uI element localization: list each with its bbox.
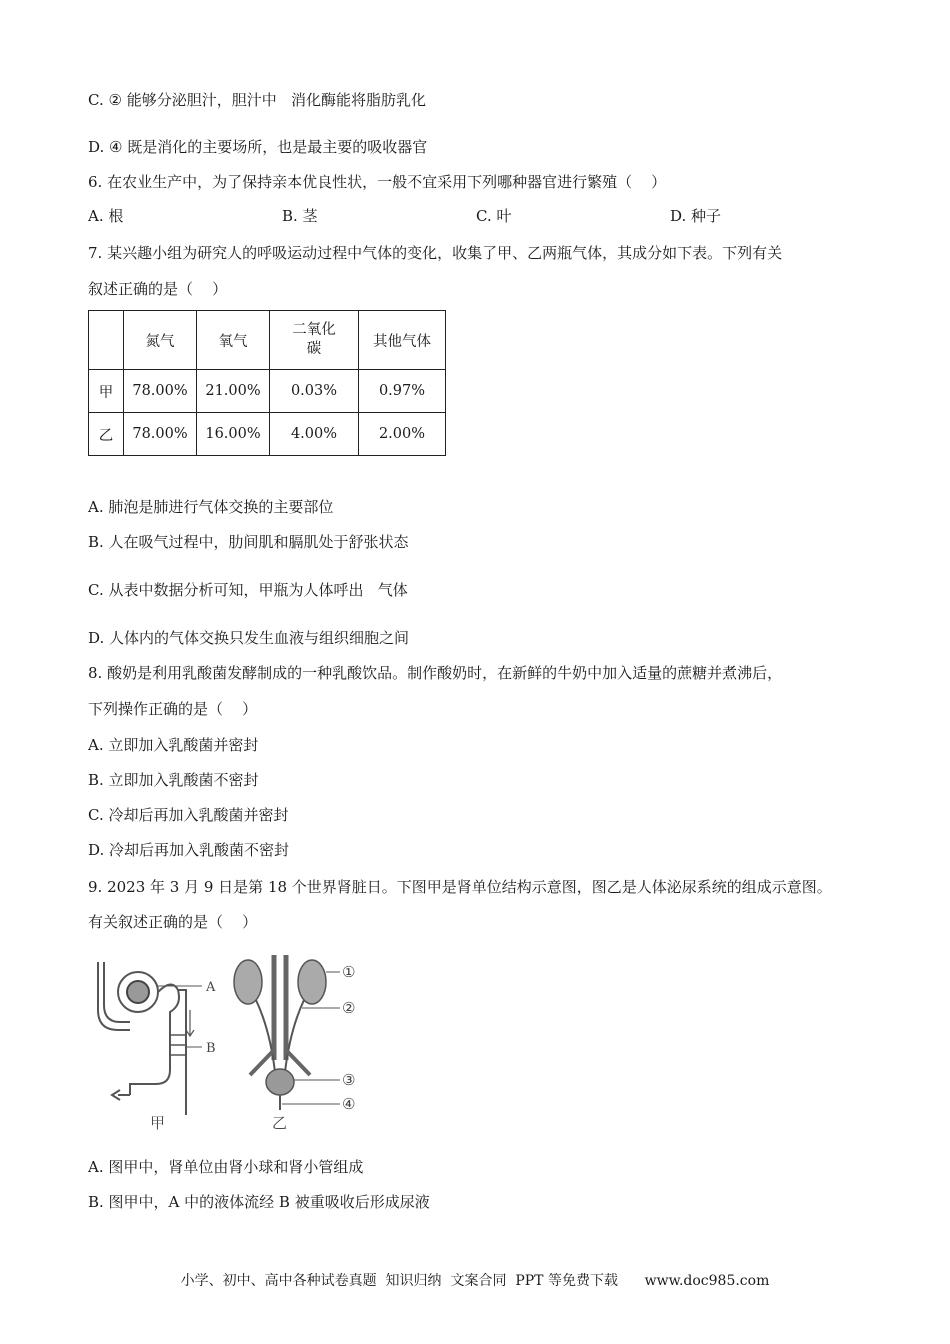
label-a: A	[206, 980, 216, 995]
q9-stem-line1: 9. 2023 年 3 月 9 日是第 18 个世界肾脏日。下图甲是肾单位结构示意图，图乙是人体泌尿系统的组成示意图。	[88, 878, 832, 896]
table-header-co2-text: 二氧化碳	[292, 322, 336, 357]
glomerulus	[127, 981, 149, 1003]
table-cell: 16.00%	[197, 413, 270, 456]
right-kidney	[298, 960, 326, 1004]
marker-4: ④	[342, 1095, 356, 1113]
bladder	[266, 1069, 294, 1095]
q7-stem-line2: 叙述正确的是（ ）	[88, 280, 228, 298]
table-cell: 4.00%	[270, 413, 359, 456]
q7-option-b: B. 人在吸气过程中，肋间肌和膈肌处于舒张状态	[88, 533, 409, 551]
aorta-vena-cava	[274, 955, 286, 1060]
q6-option-a: A. 根	[88, 207, 124, 225]
q7-option-a: A. 肺泡是肺进行气体交换的主要部位	[88, 498, 334, 516]
afferent-vessel	[98, 962, 130, 1030]
q6-option-d: D. 种子	[670, 207, 722, 225]
table-header-nitrogen: 氮气	[124, 311, 197, 370]
table-cell: 0.03%	[270, 370, 359, 413]
q9-stem-line2: 有关叙述正确的是（ ）	[88, 913, 258, 931]
page-footer: 小学、初中、高中各种试卷真题 知识归纳 文案合同 PPT 等免费下载 www.doc985.com	[180, 1273, 770, 1289]
q8-option-b: B. 立即加入乳酸菌不密封	[88, 771, 259, 789]
collecting-duct	[178, 990, 186, 1115]
marker-1: ①	[342, 963, 356, 981]
q6-option-b: B. 茎	[282, 207, 318, 225]
table-cell: 21.00%	[197, 370, 270, 413]
q8-stem-line1: 8. 酸奶是利用乳酸菌发酵制成的一种乳酸饮品。制作酸奶时，在新鲜的牛奶中加入适量的蔗糖并煮沸后，	[88, 664, 783, 682]
gas-composition-table	[88, 310, 446, 456]
table-cell: 0.97%	[359, 370, 446, 413]
q5-option-c: C. ② 能够分泌胆汁，胆汁中 消化酶能将脂肪乳化	[88, 91, 427, 109]
capillary-network	[170, 1035, 186, 1055]
nephron-diagram	[98, 962, 202, 1115]
q8-option-a: A. 立即加入乳酸菌并密封	[88, 736, 259, 754]
q6-stem: 6. 在农业生产中，为了保持亲本优良性状，一般不宜采用下列哪种器官进行繁殖（ ）	[88, 173, 667, 191]
kidney-diagram	[90, 950, 380, 1135]
q9-option-b: B. 图甲中，A 中的液体流经 B 被重吸收后形成尿液	[88, 1193, 430, 1211]
table-header-co2	[270, 311, 359, 370]
caption-yi: 乙	[272, 1114, 288, 1132]
q5-option-d: D. ④ 既是消化的主要场所，也是最主要的吸收器官	[88, 138, 428, 156]
left-kidney	[234, 960, 262, 1004]
marker-3: ③	[342, 1071, 356, 1089]
caption-jia: 甲	[150, 1114, 166, 1132]
table-header-corner	[89, 311, 124, 370]
table-header-oxygen: 氧气	[197, 311, 270, 370]
q7-option-d: D. 人体内的气体交换只发生血液与组织细胞之间	[88, 629, 410, 647]
urinary-system-diagram	[234, 955, 340, 1110]
q6-options	[88, 206, 788, 226]
q6-option-c: C. 叶	[476, 207, 512, 225]
flow-arrow-icon	[186, 1010, 194, 1036]
table-cell: 78.00%	[124, 413, 197, 456]
table-cell: 甲	[89, 370, 124, 413]
label-b: B	[206, 1041, 216, 1056]
table-cell: 乙	[89, 413, 124, 456]
q7-stem-line1: 7. 某兴趣小组为研究人的呼吸运动过程中气体的变化，收集了甲、乙两瓶气体，其成分如下表。下列有关	[88, 244, 783, 262]
q8-option-d: D. 冷却后再加入乳酸菌不密封	[88, 841, 290, 859]
q7-option-c: C. 从表中数据分析可知，甲瓶为人体呼出 气体	[88, 581, 408, 599]
q8-option-c: C. 冷却后再加入乳酸菌并密封	[88, 806, 289, 824]
table-header-row	[89, 311, 446, 370]
table-header-other: 其他气体	[359, 311, 446, 370]
table-cell: 78.00%	[124, 370, 197, 413]
marker-2: ②	[342, 999, 356, 1017]
table-row	[89, 370, 446, 413]
table-cell: 2.00%	[359, 413, 446, 456]
table-row	[89, 413, 446, 456]
q8-stem-line2: 下列操作正确的是（ ）	[88, 700, 258, 718]
q9-option-a: A. 图甲中，肾单位由肾小球和肾小管组成	[88, 1158, 364, 1176]
